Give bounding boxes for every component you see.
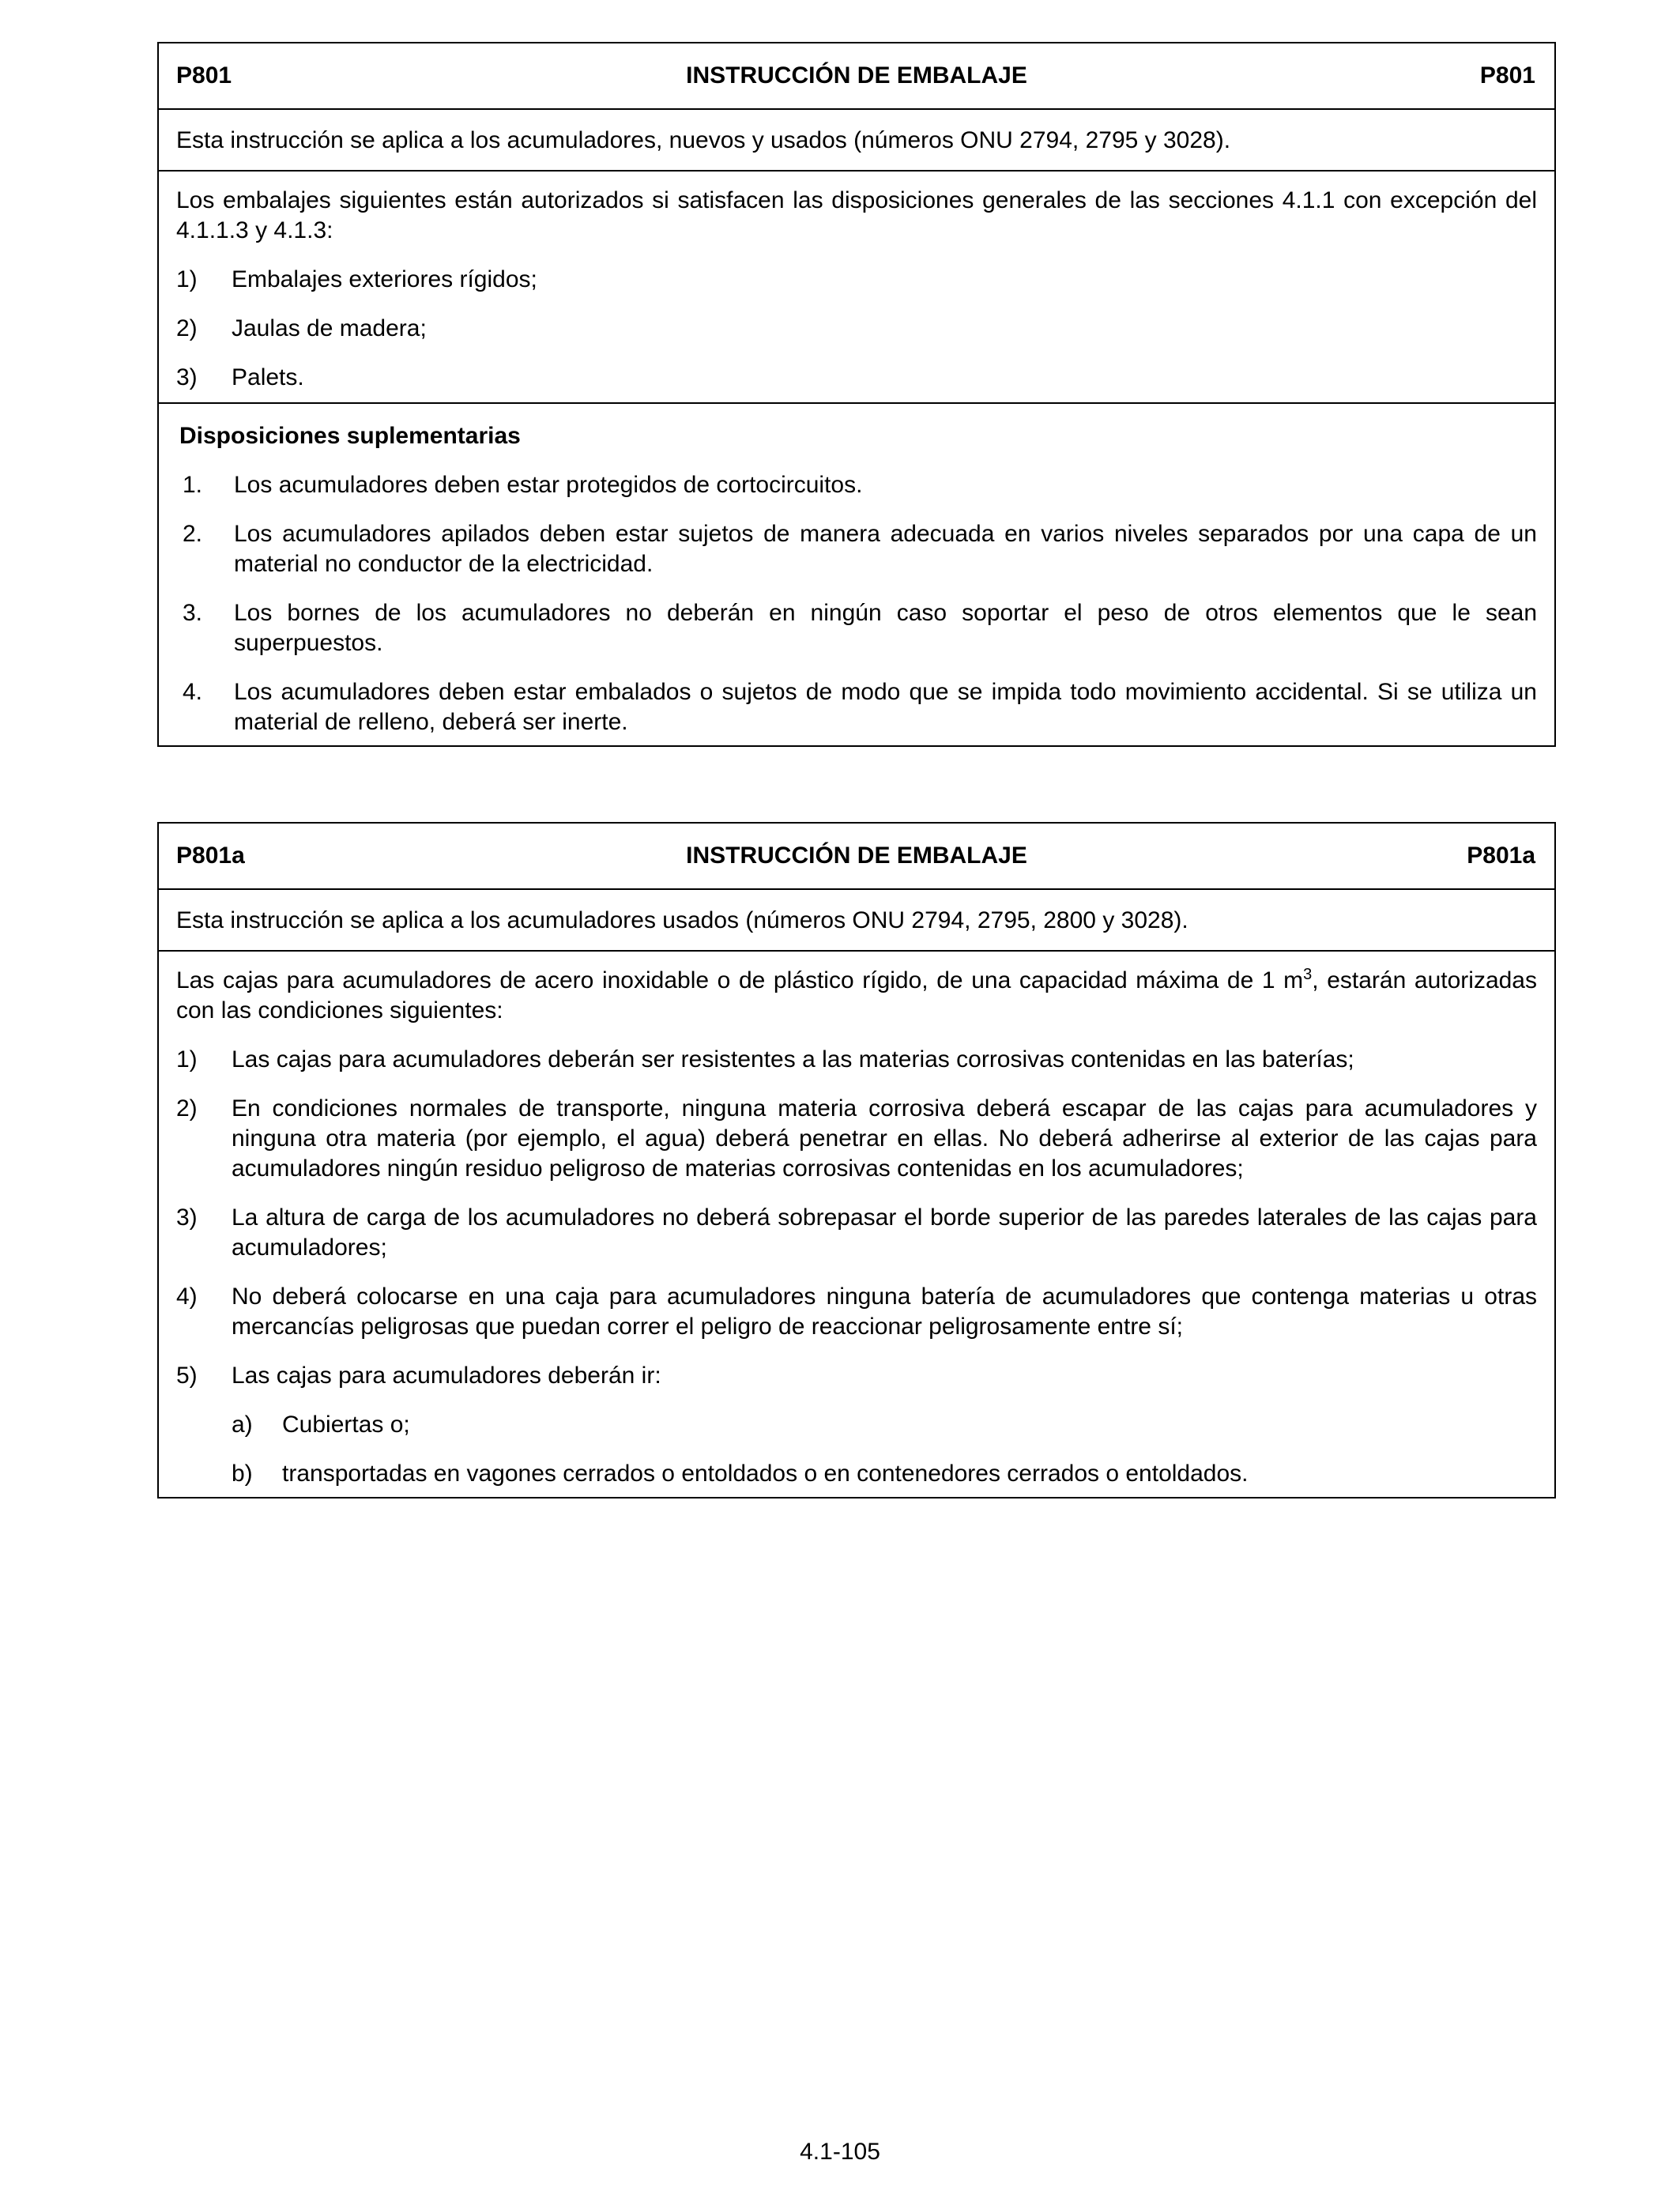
list-item-number: 1) (176, 1046, 198, 1072)
p801-supplementary-row (159, 402, 1554, 745)
p801-scope-text: Esta instrucción se aplica a los acumuladores, nuevos y usados (números ONU 2794, 2795 y 3028). (176, 127, 1231, 153)
sub-list-item (176, 1410, 1537, 1440)
p801a-conditions-row (159, 950, 1554, 1497)
p801a-code-right: P801a (1467, 843, 1535, 869)
p801-title: INSTRUCCIÓN DE EMBALAJE (686, 62, 1027, 89)
list-item-number: 4. (183, 679, 203, 705)
sub-list-item-text: Cubiertas o; (282, 1412, 410, 1438)
list-item-number: 1) (176, 266, 198, 292)
list-item-number: 2) (176, 1095, 198, 1122)
list-item (176, 1282, 1537, 1342)
p801a-title: INSTRUCCIÓN DE EMBALAJE (686, 843, 1027, 869)
list-item-text: Los acumuladores deben estar protegidos de cortocircuitos. (234, 472, 863, 498)
p801a-code-left: P801a (176, 843, 245, 869)
list-item-number: 2) (176, 315, 198, 341)
list-item-text: No deberá colocarse en una caja para acumuladores ninguna batería de acumuladores que contenga materias u otras mercancías peligrosas que puedan correr el peligro de reaccionar peligrosamente entre sí; (232, 1284, 1537, 1340)
p801-code-right: P801 (1479, 62, 1535, 89)
list-item-text: Los acumuladores deben estar embalados o sujetos de modo que se impida todo movimiento accidental. Si se utiliza un material de relleno, deberá ser inerte. (234, 679, 1537, 735)
p801a-scope-row (159, 888, 1554, 950)
p801-packagings-row (159, 170, 1554, 402)
p801a-instruction-box (157, 822, 1556, 1498)
list-item-number: 3. (183, 600, 203, 626)
p801-header-row (159, 43, 1554, 108)
sub-list-item (176, 1459, 1537, 1489)
list-item (176, 314, 1537, 344)
intro-text-part: , estarán autorizadas con las condiciones siguientes: (176, 967, 1537, 1023)
p801a-intro-text (176, 966, 1537, 1026)
list-item-text: La altura de carga de los acumuladores no deberá sobrepasar el borde superior de las paredes laterales de las cajas para acumuladores; (232, 1204, 1537, 1261)
intro-text-part: Las cajas para acumuladores de acero inoxidable o de plástico rígido, de una capacidad máxima de 1 m (176, 967, 1304, 993)
list-item-number: 3) (176, 1204, 198, 1231)
list-item (179, 677, 1537, 737)
list-item (176, 1094, 1537, 1184)
superscript-cubed: 3 (1303, 966, 1313, 983)
list-item (179, 470, 1537, 500)
p801-scope-row (159, 108, 1554, 170)
supplementary-heading: Disposiciones suplementarias (179, 423, 521, 449)
list-item-text: Palets. (232, 364, 304, 390)
sub-list-item-letter: b) (232, 1461, 253, 1487)
list-item-number: 4) (176, 1284, 198, 1310)
p801a-header-row (159, 824, 1554, 888)
list-item (176, 1045, 1537, 1075)
page-number: 4.1-105 (800, 2139, 880, 2165)
list-item-number: 1. (183, 472, 203, 498)
p801-code-left: P801 (176, 62, 232, 89)
list-item-text: En condiciones normales de transporte, ninguna materia corrosiva deberá escapar de las cajas para acumuladores y ninguna otra materia (por ejemplo, el agua) deberá penetrar en ellas. No deberá adherirse al exterior de las cajas para acumuladores ningún residuo peligroso de materias corrosivas contenidas en los acumuladores; (232, 1095, 1537, 1182)
list-item-number: 3) (176, 364, 198, 390)
list-item (176, 1203, 1537, 1263)
sub-list-item-text: transportadas en vagones cerrados o entoldados o en contenedores cerrados o entoldados. (282, 1461, 1249, 1487)
list-item (179, 519, 1537, 579)
list-item-text: Los acumuladores apilados deben estar sujetos de manera adecuada en varios niveles separados por una capa de un material no conductor de la electricidad. (234, 521, 1537, 577)
p801-intro-text: Los embalajes siguientes están autorizados si satisfacen las disposiciones generales de las secciones 4.1.1 con excepción del 4.1.1.3 y 4.1.3: (176, 187, 1537, 243)
list-item-text: Las cajas para acumuladores deberán ser resistentes a las materias corrosivas contenidas en las baterías; (232, 1046, 1354, 1072)
list-item (176, 363, 1537, 393)
list-item-text: Embalajes exteriores rígidos; (232, 266, 537, 292)
list-item-text: Los bornes de los acumuladores no deberán en ningún caso soportar el peso de otros elementos que le sean superpuestos. (234, 600, 1537, 656)
list-item (179, 598, 1537, 658)
list-item-number: 5) (176, 1363, 198, 1389)
list-item (176, 1361, 1537, 1391)
list-item (176, 265, 1537, 295)
list-item-text: Las cajas para acumuladores deberán ir: (232, 1363, 661, 1389)
list-item-text: Jaulas de madera; (232, 315, 427, 341)
sub-list-item-letter: a) (232, 1412, 253, 1438)
list-item-number: 2. (183, 521, 203, 547)
p801a-scope-text: Esta instrucción se aplica a los acumuladores usados (números ONU 2794, 2795, 2800 y 3028). (176, 907, 1188, 933)
p801-instruction-box (157, 42, 1556, 747)
